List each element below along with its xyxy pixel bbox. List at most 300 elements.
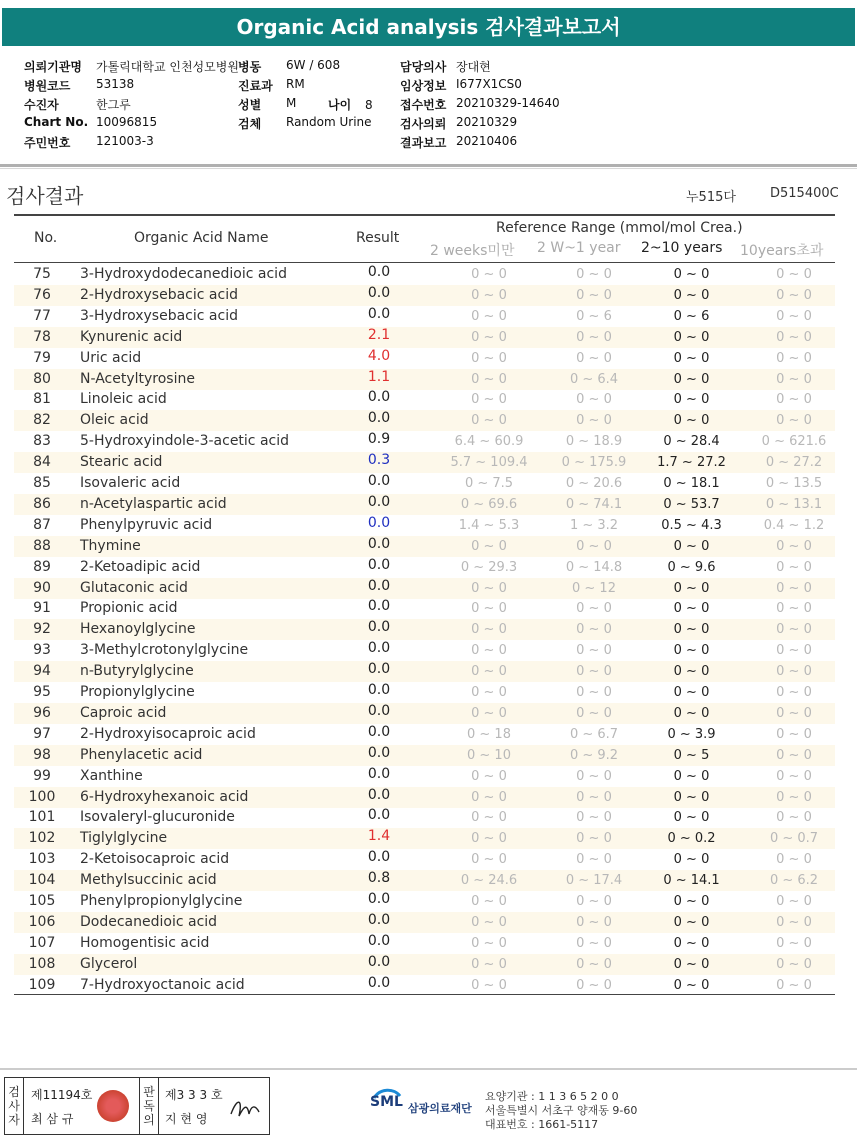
range-under-2-weeks: 0 ~ 0 bbox=[471, 852, 507, 868]
range-under-2-weeks: 0 ~ 0 bbox=[471, 622, 507, 638]
table-row bbox=[14, 389, 835, 410]
row-number: 83 bbox=[33, 433, 51, 450]
range-under-2-weeks: 0 ~ 24.6 bbox=[460, 873, 518, 889]
info-label: 임상정보 bbox=[400, 79, 447, 93]
result-value: 2.1 bbox=[367, 326, 391, 343]
result-value: 0.0 bbox=[367, 619, 391, 636]
range-over-10y: 0 ~ 0 bbox=[776, 392, 812, 408]
range-over-10y: 0.4 ~ 1.2 bbox=[763, 517, 825, 533]
report-title: Organic Acid analysis 검사결과보고서 bbox=[2, 8, 855, 46]
range-over-10y: 0 ~ 0 bbox=[776, 894, 812, 909]
acid-name: Thymine bbox=[80, 537, 141, 554]
range-2w-1y: 0 ~ 0 bbox=[576, 768, 612, 784]
range-over-10y: 0 ~ 0 bbox=[776, 329, 812, 345]
range-over-10y: 0 ~ 0 bbox=[776, 622, 812, 638]
row-number: 106 bbox=[28, 913, 56, 930]
info-label: 접수번호 bbox=[400, 98, 447, 112]
result-value: 0.0 bbox=[367, 661, 391, 678]
range-under-2-weeks: 1.4 ~ 5.3 bbox=[458, 517, 520, 533]
acid-name: 2-Hydroxyisocaproic acid bbox=[80, 725, 256, 742]
row-number: 108 bbox=[28, 955, 56, 972]
row-number: 88 bbox=[33, 537, 51, 554]
acid-name: 3-Hydroxydodecanedioic acid bbox=[80, 266, 287, 282]
range-under-2-weeks: 0 ~ 0 bbox=[471, 831, 507, 847]
range-under-2-weeks: 0 ~ 0 bbox=[471, 392, 507, 408]
table-row bbox=[14, 452, 835, 473]
acid-name: Phenylacetic acid bbox=[80, 746, 203, 763]
table-bottom-rule bbox=[14, 994, 835, 995]
sml-org-name: 삼광의료재단 bbox=[408, 1102, 472, 1115]
info-label: 담당의사 bbox=[400, 60, 447, 74]
row-number: 98 bbox=[33, 746, 51, 763]
table-row bbox=[14, 515, 835, 536]
result-value: 0.0 bbox=[367, 786, 391, 803]
col-header-range-1: 2 weeks미만 bbox=[430, 243, 515, 259]
range-over-10y: 0 ~ 0 bbox=[776, 935, 812, 951]
result-value: 0.0 bbox=[367, 723, 391, 740]
range-2-10y: 0 ~ 28.4 bbox=[663, 434, 720, 450]
result-value: 0.0 bbox=[367, 284, 391, 301]
range-2-10y: 0 ~ 0 bbox=[673, 329, 710, 345]
acid-name: 2-Ketoadipic acid bbox=[80, 558, 201, 575]
info-field bbox=[24, 58, 239, 75]
info-value: 20210406 bbox=[456, 134, 518, 148]
info-label: 주민번호 bbox=[24, 136, 71, 150]
table-row bbox=[14, 557, 835, 578]
result-value: 0.0 bbox=[367, 765, 391, 782]
info-value: I677X1CS0 bbox=[456, 77, 522, 91]
signature-scribble bbox=[227, 1094, 263, 1122]
info-value: 53138 bbox=[96, 77, 135, 91]
range-2-10y: 0 ~ 0 bbox=[673, 705, 710, 721]
result-value: 0.0 bbox=[367, 682, 391, 698]
table-row bbox=[14, 724, 835, 745]
row-number: 79 bbox=[33, 349, 51, 366]
row-number: 85 bbox=[33, 475, 51, 491]
info-field bbox=[400, 58, 491, 75]
acid-name: 2-Ketoisocaproic acid bbox=[80, 851, 230, 868]
table-row bbox=[14, 870, 835, 891]
range-over-10y: 0 ~ 0 bbox=[776, 601, 812, 617]
range-2-10y: 0 ~ 0 bbox=[673, 538, 710, 554]
acid-name: Methylsuccinic acid bbox=[80, 872, 217, 889]
range-under-2-weeks: 0 ~ 7.5 bbox=[464, 476, 514, 491]
range-over-10y: 0 ~ 0 bbox=[776, 643, 812, 659]
age-label: 나이 bbox=[328, 98, 352, 112]
range-2-10y: 0 ~ 0 bbox=[673, 413, 710, 429]
code-id: D515400C bbox=[770, 186, 839, 201]
range-2-10y: 0 ~ 0 bbox=[673, 768, 710, 784]
row-number: 84 bbox=[33, 454, 51, 471]
range-over-10y: 0 ~ 0 bbox=[776, 371, 812, 387]
range-under-2-weeks: 0 ~ 0 bbox=[471, 810, 507, 826]
range-under-2-weeks: 0 ~ 10 bbox=[467, 747, 511, 763]
range-over-10y: 0 ~ 0 bbox=[776, 768, 812, 784]
reviewer-license: 제3 3 3 호 bbox=[165, 1088, 223, 1102]
row-number: 100 bbox=[28, 788, 56, 805]
info-value: M bbox=[286, 96, 297, 110]
range-under-2-weeks: 0 ~ 18 bbox=[467, 726, 511, 742]
table-row bbox=[14, 598, 835, 619]
range-2w-1y: 0 ~ 0 bbox=[576, 392, 612, 408]
tester-name: 최 삼 규 bbox=[31, 1112, 74, 1126]
info-field bbox=[238, 58, 341, 75]
info-field bbox=[24, 115, 158, 129]
table-row bbox=[14, 912, 835, 933]
info-value: 한그루 bbox=[96, 98, 131, 112]
range-over-10y: 0 ~ 0 bbox=[776, 747, 812, 763]
result-value: 0.0 bbox=[367, 744, 391, 761]
acid-name: Phenylpropionylglycine bbox=[80, 893, 243, 909]
range-2w-1y: 0 ~ 6 bbox=[576, 308, 612, 324]
row-number: 103 bbox=[28, 851, 56, 868]
range-over-10y: 0 ~ 0.7 bbox=[769, 831, 819, 847]
acid-name: Oleic acid bbox=[80, 412, 149, 429]
result-value: 0.0 bbox=[367, 473, 391, 489]
range-2-10y: 0 ~ 0 bbox=[673, 685, 710, 700]
col-header-range-2: 2 W~1 year bbox=[537, 240, 621, 256]
range-under-2-weeks: 0 ~ 0 bbox=[471, 350, 507, 366]
info-field bbox=[24, 77, 135, 94]
range-2-10y: 0 ~ 0 bbox=[673, 643, 710, 659]
table-row bbox=[14, 954, 835, 975]
acid-name: 3-Methylcrotonylglycine bbox=[80, 642, 249, 659]
vertical-char: 독 bbox=[143, 1099, 155, 1113]
range-2-10y: 0 ~ 0 bbox=[673, 664, 710, 680]
range-under-2-weeks: 0 ~ 0 bbox=[471, 705, 507, 721]
table-row bbox=[14, 369, 835, 390]
range-2w-1y: 0 ~ 0 bbox=[576, 413, 612, 429]
range-2w-1y: 0 ~ 0 bbox=[576, 935, 612, 951]
range-over-10y: 0 ~ 0 bbox=[776, 287, 812, 303]
range-under-2-weeks: 0 ~ 0 bbox=[471, 685, 507, 700]
info-field bbox=[400, 96, 560, 113]
range-over-10y: 0 ~ 0 bbox=[776, 705, 812, 721]
range-over-10y: 0 ~ 0 bbox=[776, 580, 812, 596]
section-title: 검사결과 bbox=[6, 184, 84, 208]
row-number: 76 bbox=[33, 286, 51, 303]
row-number: 109 bbox=[28, 976, 56, 993]
range-over-10y: 0 ~ 0 bbox=[776, 685, 812, 700]
table-row bbox=[14, 828, 835, 849]
range-under-2-weeks: 0 ~ 0 bbox=[471, 267, 507, 282]
range-2-10y: 0 ~ 0 bbox=[673, 810, 710, 826]
result-value: 4.0 bbox=[367, 347, 391, 364]
range-2-10y: 0 ~ 0 bbox=[673, 894, 710, 909]
result-value: 0.0 bbox=[367, 849, 391, 866]
range-2w-1y: 0 ~ 0 bbox=[576, 685, 612, 700]
range-over-10y: 0 ~ 0 bbox=[776, 977, 812, 993]
info-label: 병동 bbox=[238, 60, 262, 74]
result-value: 0.0 bbox=[367, 932, 391, 949]
acid-name: 3-Hydroxysebacic acid bbox=[80, 307, 238, 324]
range-2w-1y: 0 ~ 0 bbox=[576, 789, 612, 805]
info-label: 진료과 bbox=[238, 79, 273, 93]
info-label: 성별 bbox=[238, 98, 262, 112]
table-row bbox=[14, 933, 835, 954]
table-row bbox=[14, 891, 835, 912]
range-under-2-weeks: 0 ~ 0 bbox=[471, 643, 507, 659]
result-value: 0.0 bbox=[367, 264, 391, 280]
table-row bbox=[14, 807, 835, 828]
range-over-10y: 0 ~ 0 bbox=[776, 413, 812, 429]
acid-name: Propionylglycine bbox=[80, 684, 195, 700]
vertical-char: 검 bbox=[8, 1085, 20, 1099]
row-number: 81 bbox=[33, 391, 51, 408]
acid-name: Homogentisic acid bbox=[80, 934, 210, 951]
range-over-10y: 0 ~ 0 bbox=[776, 538, 812, 554]
row-number: 89 bbox=[33, 558, 51, 575]
result-value: 0.0 bbox=[367, 640, 391, 657]
divider bbox=[0, 168, 857, 169]
row-number: 102 bbox=[28, 830, 56, 847]
acid-name: Hexanoylglycine bbox=[80, 621, 196, 638]
seal-stamp bbox=[97, 1090, 129, 1122]
range-under-2-weeks: 5.7 ~ 109.4 bbox=[450, 455, 528, 471]
result-value: 0.0 bbox=[367, 974, 391, 991]
info-field bbox=[238, 77, 305, 94]
info-label: 결과보고 bbox=[400, 136, 447, 150]
info-field bbox=[238, 96, 297, 113]
range-2-10y: 0 ~ 3.9 bbox=[667, 726, 716, 742]
range-under-2-weeks: 0 ~ 0 bbox=[471, 580, 507, 596]
range-2-10y: 0 ~ 9.6 bbox=[667, 559, 716, 575]
range-under-2-weeks: 0 ~ 0 bbox=[471, 894, 507, 909]
range-2-10y: 0.5 ~ 4.3 bbox=[661, 517, 722, 533]
footer-line-1: 요양기관 : 1 1 3 6 5 2 0 0 bbox=[485, 1090, 619, 1103]
tester-label bbox=[5, 1078, 24, 1134]
acid-name: Caproic acid bbox=[80, 704, 167, 721]
info-value: 20210329-14640 bbox=[456, 96, 560, 110]
row-number: 96 bbox=[33, 704, 51, 721]
info-label: 검체 bbox=[238, 117, 262, 131]
row-number: 101 bbox=[28, 809, 56, 826]
table-row bbox=[14, 536, 835, 557]
table-row bbox=[14, 682, 835, 703]
range-2w-1y: 0 ~ 17.4 bbox=[565, 873, 623, 889]
range-over-10y: 0 ~ 0 bbox=[776, 267, 812, 282]
row-number: 86 bbox=[33, 495, 51, 512]
info-label: 의뢰기관명 bbox=[24, 60, 82, 74]
result-value: 0.0 bbox=[367, 493, 391, 510]
range-2w-1y: 0 ~ 0 bbox=[576, 852, 612, 868]
row-number: 105 bbox=[28, 893, 56, 909]
table-row bbox=[14, 661, 835, 682]
col-header-name: Organic Acid Name bbox=[134, 230, 269, 246]
row-number: 97 bbox=[33, 725, 51, 742]
info-label: 수진자 bbox=[24, 98, 59, 112]
range-under-2-weeks: 0 ~ 69.6 bbox=[460, 496, 518, 512]
row-number: 104 bbox=[28, 872, 56, 889]
signature-box bbox=[4, 1077, 270, 1135]
range-2w-1y: 0 ~ 0 bbox=[576, 810, 612, 826]
row-number: 95 bbox=[33, 684, 51, 700]
acid-name: Tiglylglycine bbox=[80, 830, 168, 847]
table-row bbox=[14, 703, 835, 724]
range-over-10y: 0 ~ 0 bbox=[776, 789, 812, 805]
vertical-char: 의 bbox=[143, 1113, 155, 1127]
range-2-10y: 0 ~ 53.7 bbox=[663, 496, 720, 512]
acid-name: 7-Hydroxyoctanoic acid bbox=[80, 976, 245, 993]
col-header-no: No. bbox=[34, 230, 58, 246]
col-header-reference: Reference Range (mmol/mol Crea.) bbox=[496, 220, 743, 236]
acid-name: Dodecanedioic acid bbox=[80, 913, 218, 930]
range-over-10y: 0 ~ 621.6 bbox=[761, 434, 827, 450]
table-row bbox=[14, 849, 835, 870]
range-2w-1y: 0 ~ 74.1 bbox=[565, 496, 623, 512]
acid-name: Isovaleric acid bbox=[80, 475, 181, 491]
range-2w-1y: 0 ~ 0 bbox=[576, 329, 612, 345]
row-number: 78 bbox=[33, 328, 51, 345]
info-value: RM bbox=[286, 77, 305, 91]
range-under-2-weeks: 0 ~ 0 bbox=[471, 308, 507, 324]
result-value: 0.0 bbox=[367, 305, 391, 322]
col-header-result: Result bbox=[356, 230, 400, 246]
table-row bbox=[14, 745, 835, 766]
range-over-10y: 0 ~ 13.5 bbox=[765, 476, 823, 491]
result-value: 0.0 bbox=[367, 953, 391, 970]
range-2-10y: 0 ~ 0 bbox=[673, 935, 710, 951]
range-2w-1y: 0 ~ 175.9 bbox=[561, 455, 627, 471]
range-under-2-weeks: 0 ~ 0 bbox=[471, 914, 507, 930]
table-row bbox=[14, 494, 835, 515]
row-number: 107 bbox=[28, 934, 56, 951]
acid-name: Isovaleryl-glucuronide bbox=[80, 809, 235, 826]
range-2-10y: 0 ~ 0 bbox=[673, 371, 710, 387]
range-2w-1y: 0 ~ 12 bbox=[572, 580, 616, 596]
acid-name: Kynurenic acid bbox=[80, 328, 183, 345]
info-label: 검사의뢰 bbox=[400, 117, 447, 131]
result-value: 0.0 bbox=[367, 598, 391, 615]
table-row bbox=[14, 578, 835, 599]
acid-name: Glycerol bbox=[80, 955, 138, 972]
range-2-10y: 0 ~ 0 bbox=[673, 267, 710, 282]
range-2-10y: 0 ~ 0 bbox=[673, 956, 710, 972]
vertical-char: 자 bbox=[8, 1113, 20, 1127]
range-under-2-weeks: 0 ~ 0 bbox=[471, 956, 507, 972]
range-over-10y: 0 ~ 0 bbox=[776, 350, 812, 366]
range-over-10y: 0 ~ 0 bbox=[776, 664, 812, 680]
result-value: 0.0 bbox=[367, 389, 391, 406]
acid-name: n-Acetylaspartic acid bbox=[80, 495, 227, 512]
range-2-10y: 0 ~ 18.1 bbox=[663, 476, 720, 491]
table-row bbox=[14, 410, 835, 431]
range-2-10y: 0 ~ 0 bbox=[673, 601, 710, 617]
result-value: 0.0 bbox=[367, 556, 391, 573]
range-2-10y: 0 ~ 0 bbox=[673, 977, 710, 993]
range-2-10y: 0 ~ 0 bbox=[673, 580, 710, 596]
range-under-2-weeks: 0 ~ 0 bbox=[471, 329, 507, 345]
result-value: 0.9 bbox=[367, 431, 391, 448]
acid-name: n-Butyrylglycine bbox=[80, 663, 194, 680]
range-under-2-weeks: 0 ~ 0 bbox=[471, 538, 507, 554]
age-value: 8 bbox=[365, 98, 373, 112]
acid-name: Phenylpyruvic acid bbox=[80, 516, 213, 533]
range-2w-1y: 0 ~ 6.4 bbox=[569, 371, 619, 387]
range-under-2-weeks: 0 ~ 0 bbox=[471, 768, 507, 784]
footer-line-2: 서울특별시 서초구 양재동 9-60 bbox=[485, 1104, 638, 1117]
range-over-10y: 0 ~ 0 bbox=[776, 914, 812, 930]
range-2-10y: 0 ~ 0 bbox=[673, 392, 710, 408]
range-over-10y: 0 ~ 0 bbox=[776, 810, 812, 826]
acid-name: Xanthine bbox=[80, 767, 143, 784]
range-2w-1y: 0 ~ 6.7 bbox=[569, 726, 619, 742]
table-header-rule bbox=[14, 262, 835, 263]
footer-divider bbox=[0, 1068, 857, 1070]
acid-name: 2-Hydroxysebacic acid bbox=[80, 286, 238, 303]
range-over-10y: 0 ~ 0 bbox=[776, 852, 812, 868]
range-2-10y: 0 ~ 0 bbox=[673, 914, 710, 930]
range-under-2-weeks: 0 ~ 0 bbox=[471, 413, 507, 429]
info-field bbox=[24, 134, 154, 151]
range-2-10y: 0 ~ 0.2 bbox=[667, 831, 716, 847]
acid-name: Linoleic acid bbox=[80, 391, 167, 408]
result-value: 0.0 bbox=[367, 891, 391, 907]
range-2w-1y: 0 ~ 0 bbox=[576, 831, 612, 847]
info-field bbox=[400, 115, 518, 132]
reviewer-name: 지 현 영 bbox=[165, 1112, 208, 1126]
table-row bbox=[14, 766, 835, 787]
range-under-2-weeks: 0 ~ 0 bbox=[471, 601, 507, 617]
row-number: 99 bbox=[33, 767, 51, 784]
age-field bbox=[328, 96, 373, 113]
table-row bbox=[14, 787, 835, 808]
result-value: 0.8 bbox=[367, 870, 391, 887]
range-2w-1y: 0 ~ 0 bbox=[576, 956, 612, 972]
col-header-range-3: 2~10 years bbox=[641, 240, 723, 256]
table-row bbox=[14, 327, 835, 348]
row-number: 80 bbox=[33, 370, 51, 387]
info-label: Chart No. bbox=[24, 115, 89, 129]
table-row bbox=[14, 640, 835, 661]
row-number: 90 bbox=[33, 579, 51, 596]
range-2w-1y: 0 ~ 0 bbox=[576, 601, 612, 617]
table-row bbox=[14, 306, 835, 327]
table-row bbox=[14, 285, 835, 306]
table-row bbox=[14, 431, 835, 452]
vertical-char: 사 bbox=[8, 1099, 20, 1113]
range-2-10y: 0 ~ 0 bbox=[673, 622, 710, 638]
range-2w-1y: 0 ~ 0 bbox=[576, 705, 612, 721]
row-number: 75 bbox=[33, 266, 51, 282]
acid-name: Uric acid bbox=[80, 349, 142, 366]
row-number: 82 bbox=[33, 412, 51, 429]
result-value: 0.0 bbox=[367, 514, 391, 531]
range-2w-1y: 0 ~ 0 bbox=[576, 622, 612, 638]
range-2-10y: 0 ~ 14.1 bbox=[663, 873, 720, 889]
range-2w-1y: 0 ~ 0 bbox=[576, 538, 612, 554]
range-under-2-weeks: 0 ~ 0 bbox=[471, 977, 507, 993]
row-number: 91 bbox=[33, 600, 51, 617]
info-field bbox=[238, 115, 372, 132]
range-2w-1y: 0 ~ 0 bbox=[576, 287, 612, 303]
info-field bbox=[400, 134, 518, 151]
footer-line-3: 대표번호 : 1661-5117 bbox=[485, 1118, 599, 1131]
range-under-2-weeks: 0 ~ 0 bbox=[471, 664, 507, 680]
range-under-2-weeks: 0 ~ 0 bbox=[471, 287, 507, 303]
range-2-10y: 0 ~ 0 bbox=[673, 789, 710, 805]
info-value: Random Urine bbox=[286, 115, 372, 129]
result-value: 0.0 bbox=[367, 577, 391, 594]
range-2-10y: 0 ~ 0 bbox=[673, 852, 710, 868]
range-under-2-weeks: 0 ~ 0 bbox=[471, 935, 507, 951]
range-2w-1y: 0 ~ 9.2 bbox=[569, 747, 619, 763]
range-under-2-weeks: 0 ~ 0 bbox=[471, 789, 507, 805]
table-top-rule bbox=[14, 214, 835, 216]
range-over-10y: 0 ~ 0 bbox=[776, 308, 812, 324]
range-under-2-weeks: 0 ~ 29.3 bbox=[460, 559, 518, 575]
vertical-char: 판 bbox=[143, 1085, 155, 1099]
